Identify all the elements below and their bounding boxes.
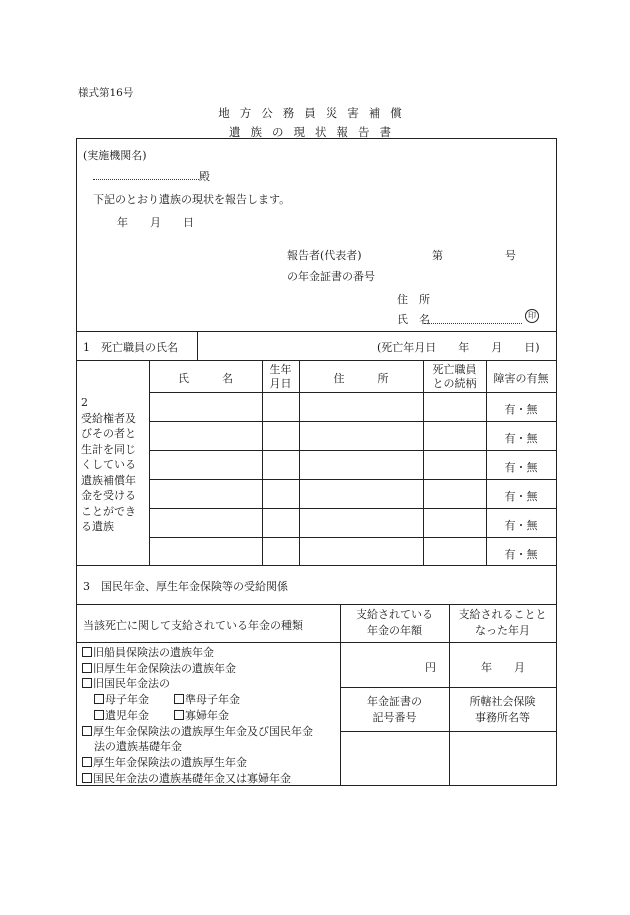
honorific: 殿 xyxy=(199,170,210,183)
agency-label: (実施機関名) xyxy=(83,149,147,162)
checkbox-icon xyxy=(174,694,184,704)
col-office-header: 所轄社会保険 事務所名等 xyxy=(469,695,536,724)
name-label: 氏 名 xyxy=(397,313,430,326)
sub-type-option[interactable]: 準母子年金 xyxy=(174,693,240,706)
seal-mark: 印 xyxy=(525,309,539,323)
form-title-line2: 遺族の現状報告書 xyxy=(229,125,401,139)
death-date-label: (死亡年月日 年 月 日) xyxy=(377,341,540,354)
name-field[interactable] xyxy=(424,311,522,327)
col-pension-type-header: 当該死亡に関して支給されている年金の種類 xyxy=(83,619,303,632)
col-relation-header: 死亡職員 との続柄 xyxy=(432,363,477,390)
reporter-label-line2: の年金証書の番号 xyxy=(287,270,375,283)
disability-choice[interactable]: 有・無 xyxy=(504,490,538,503)
disability-choice[interactable]: 有・無 xyxy=(504,461,538,474)
pension-type-option[interactable]: 国民年金法の遺族基礎年金又は寡婦年金 xyxy=(82,771,313,787)
col-address-header: 住 所 xyxy=(333,372,389,385)
section1-label: 1 死亡職員の氏名 xyxy=(83,341,178,354)
certificate-number-suffix: 号 xyxy=(505,249,516,262)
disability-choice[interactable]: 有・無 xyxy=(504,519,538,532)
yen-unit: 円 xyxy=(425,661,436,674)
disability-choice[interactable]: 有・無 xyxy=(504,432,538,445)
checkbox-icon xyxy=(94,710,104,720)
pension-type-option[interactable]: 旧船員保険法の遺族年金 xyxy=(82,645,313,661)
checkbox-icon xyxy=(82,678,92,688)
report-form xyxy=(76,138,557,786)
col-name-header: 氏 名 xyxy=(178,372,233,385)
sub-type-option[interactable]: 遺児年金 xyxy=(94,709,149,722)
form-number: 様式第16号 xyxy=(78,87,134,99)
checkbox-icon xyxy=(94,694,104,704)
reporter-label-line1: 報告者(代表者) xyxy=(287,249,362,262)
checkbox-icon xyxy=(82,726,92,736)
col-amount-header: 支給されている 年金の年額 xyxy=(356,608,433,637)
checkbox-icon xyxy=(174,710,184,720)
form-title-line1: 地方公務員災害補償 xyxy=(218,106,412,120)
col-start-date-header: 支給されることと なった年月 xyxy=(458,608,547,637)
pension-type-option[interactable]: 厚生年金保険法の遺族厚生年金及び国民年金 xyxy=(82,724,313,740)
statement-text: 下記のとおり遺族の現状を報告します。 xyxy=(93,193,291,206)
pension-type-option[interactable]: 旧厚生年金保険法の遺族年金 xyxy=(82,661,313,677)
sub-type-option[interactable]: 寡婦年金 xyxy=(174,709,229,722)
disability-choice[interactable]: 有・無 xyxy=(504,548,538,561)
year-month-unit: 年 月 xyxy=(481,661,525,674)
sub-type-option[interactable]: 母子年金 xyxy=(94,693,149,706)
checkbox-icon xyxy=(82,773,92,783)
col-disability-header: 障害の有無 xyxy=(493,372,549,385)
col-certificate-header: 年金証書の 記号番号 xyxy=(367,695,422,724)
agency-name-field[interactable] xyxy=(93,167,210,184)
section3-label: 3 国民年金、厚生年金保険等の受給関係 xyxy=(83,580,288,593)
checkbox-icon xyxy=(82,757,92,767)
pension-type-option[interactable]: 厚生年金保険法の遺族厚生年金 xyxy=(82,755,313,771)
disability-choice[interactable]: 有・無 xyxy=(504,403,538,416)
address-label: 住 所 xyxy=(397,293,430,306)
checkbox-icon xyxy=(82,663,92,673)
col-birth-header: 生年 月日 xyxy=(269,363,292,390)
pension-type-list: 旧船員保険法の遺族年金 旧厚生年金保険法の遺族年金 旧国民年金法の 母子年金 準母子年金 遺児年金 寡婦年金 厚生年金保険法の遺族厚生年金及び国民年金 法の遺族基礎年金 厚生年金保険法の遺族厚生年金 国民年金法の遺族基礎年金又は寡婦年金 xyxy=(82,645,313,786)
checkbox-icon xyxy=(82,647,92,657)
section2-label: 2 受給権者及 びその者と 生計を同じ くしている 遺族補償年 金を受ける ことができ る遺族 xyxy=(81,396,136,533)
certificate-number-prefix: 第 xyxy=(432,249,443,262)
report-date: 年 月 日 xyxy=(117,216,194,229)
pension-type-option[interactable]: 旧国民年金法の xyxy=(82,676,313,692)
